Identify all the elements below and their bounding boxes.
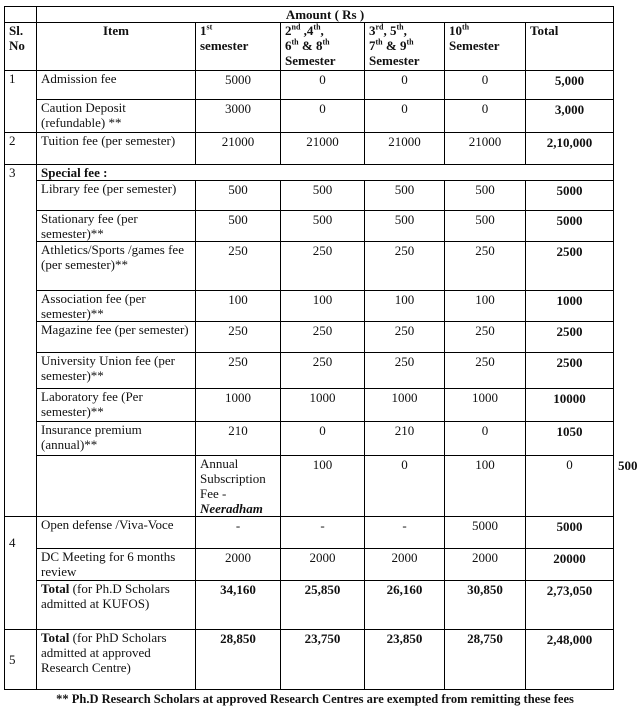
amount-cell: 2000 <box>281 549 365 581</box>
amount-cell: 5000 <box>445 517 526 549</box>
item-text: Admission fee <box>41 71 117 86</box>
amount-cell: 100 <box>281 291 365 322</box>
total-cell: 1050 <box>526 422 614 456</box>
item-cell <box>37 133 196 165</box>
item-header: Item <box>37 23 196 71</box>
fee-table <box>4 6 638 690</box>
item-text: Tuition fee (per semester) <box>41 133 176 148</box>
item-text: Magazine fee (per semester) <box>41 322 189 337</box>
table-row <box>5 549 614 581</box>
sl-no-header <box>5 23 37 71</box>
total-cell: 10000 <box>526 389 614 422</box>
total-cell: 1000 <box>526 291 614 322</box>
total-cell: 5000 <box>526 181 614 211</box>
amount-cell: - <box>196 517 281 549</box>
amount-cell: 250 <box>365 322 445 353</box>
total-header: Total <box>526 23 614 71</box>
amount-cell: 2000 <box>365 549 445 581</box>
item-cell <box>37 242 196 291</box>
item-cell <box>37 291 196 322</box>
amount-cell: 23,850 <box>365 630 445 690</box>
amount-cell: 100 <box>365 291 445 322</box>
table-row <box>5 165 614 181</box>
sl-no-cell: 3 <box>5 165 37 517</box>
amount-cell: 21000 <box>281 133 365 165</box>
amount-cell: 500 <box>365 211 445 242</box>
footnote: ** Ph.D Research Scholars at approved Research Centres are exempted from remitting these fees <box>56 692 574 706</box>
table-row <box>5 517 614 549</box>
table-row <box>5 291 614 322</box>
item-text: Athletics/Sports /games fee (per semester)** <box>41 242 184 272</box>
table-row <box>5 71 614 100</box>
total-cell: 2,10,000 <box>526 133 614 165</box>
amount-cell: 34,160 <box>196 581 281 630</box>
amount-cell: 500 <box>445 181 526 211</box>
amount-cell: 0 <box>445 71 526 100</box>
table-row <box>5 181 614 211</box>
item-cell <box>196 456 281 517</box>
amount-cell: 1000 <box>196 389 281 422</box>
amount-cell: 21000 <box>365 133 445 165</box>
sl-label: Sl. <box>9 23 24 38</box>
amount-cell: 250 <box>445 242 526 291</box>
amount-cell: 500 <box>445 211 526 242</box>
amount-cell: 25,850 <box>281 581 365 630</box>
sem10-header: 10th Semester <box>445 23 526 71</box>
item-cell <box>37 211 196 242</box>
total-cell: 2500 <box>526 353 614 389</box>
amount-cell: 23,750 <box>281 630 365 690</box>
sl-no-cell: 5 <box>5 630 37 690</box>
amount-cell: 21000 <box>445 133 526 165</box>
amount-cell: 210 <box>196 422 281 456</box>
item-cell <box>37 389 196 422</box>
amount-header: Amount ( Rs ) <box>37 7 614 23</box>
amount-cell: 100 <box>445 291 526 322</box>
amount-cell: 250 <box>196 353 281 389</box>
amount-cell: 1000 <box>445 389 526 422</box>
item-text: (for Ph.D Scholars admitted at KUFOS) <box>41 581 170 611</box>
table-row <box>5 389 614 422</box>
item-cell <box>37 630 196 690</box>
item-bold: Special fee : <box>41 165 108 180</box>
total-cell: 2500 <box>526 242 614 291</box>
amount-cell: 100 <box>196 291 281 322</box>
item-cell <box>37 549 196 581</box>
amount-cell: 21000 <box>196 133 281 165</box>
item-text: Stationary fee (per semester)** <box>41 211 138 241</box>
amount-cell: 0 <box>281 422 365 456</box>
amount-cell: 2000 <box>445 549 526 581</box>
item-text: University Union fee (per semester)** <box>41 353 175 383</box>
amount-cell: 100 <box>281 456 365 517</box>
item-cell <box>37 71 196 100</box>
sl-no-cell <box>37 456 196 517</box>
amount-cell: 500 <box>365 181 445 211</box>
amount-cell: 3000 <box>196 100 281 133</box>
item-text: Laboratory fee (Per semester)** <box>41 389 143 419</box>
item-text: Insurance premium (annual)** <box>41 422 142 452</box>
amount-cell: 500 <box>196 211 281 242</box>
amount-cell: 250 <box>196 242 281 291</box>
item-cell <box>37 353 196 389</box>
amount-cell: 250 <box>196 322 281 353</box>
item-text: Open defense /Viva-Voce <box>41 517 174 532</box>
header-blank <box>5 7 37 23</box>
sem1-header: 1st semester <box>196 23 281 71</box>
item-cell <box>37 322 196 353</box>
item-text: Association fee (per semester)** <box>41 291 146 321</box>
amount-cell: 0 <box>365 100 445 133</box>
amount-cell: 0 <box>365 456 445 517</box>
item-cell <box>37 100 196 133</box>
amount-cell: 1000 <box>365 389 445 422</box>
amount-cell: - <box>281 517 365 549</box>
amount-cell: 1000 <box>281 389 365 422</box>
amount-cell: 250 <box>365 242 445 291</box>
amount-cell: 30,850 <box>445 581 526 630</box>
item-text: Annual Subscription Fee - <box>200 456 266 501</box>
total-cell: 2,73,050 <box>526 581 614 630</box>
item-cell <box>37 422 196 456</box>
item-bold: Total <box>41 581 70 596</box>
amount-cell: 5000 <box>196 71 281 100</box>
amount-cell: 2000 <box>196 549 281 581</box>
item-text: Caution Deposit (refundable) ** <box>41 100 126 130</box>
amount-cell: 28,750 <box>445 630 526 690</box>
total-cell: 20000 <box>526 549 614 581</box>
item-cell <box>37 517 196 549</box>
amount-cell: 28,850 <box>196 630 281 690</box>
total-cell: 3,000 <box>526 100 614 133</box>
amount-cell: 0 <box>526 456 614 517</box>
table-row <box>5 422 614 456</box>
item-text: Library fee (per semester) <box>41 181 177 196</box>
table-row <box>5 630 614 690</box>
table-row <box>5 133 614 165</box>
item-cell <box>37 581 196 630</box>
table-row <box>5 322 614 353</box>
amount-cell: - <box>365 517 445 549</box>
table-row <box>5 100 614 133</box>
total-cell: 5000 <box>526 211 614 242</box>
sl-no-cell: 2 <box>5 133 37 165</box>
amount-cell: 0 <box>281 71 365 100</box>
amount-cell: 250 <box>365 353 445 389</box>
amount-cell: 0 <box>281 100 365 133</box>
amount-cell: 250 <box>281 322 365 353</box>
item-emphasis: Neeradham <box>200 501 263 516</box>
amount-cell: 500 <box>196 181 281 211</box>
table-row <box>5 353 614 389</box>
total-cell: 2,48,000 <box>526 630 614 690</box>
amount-cell: 250 <box>281 353 365 389</box>
sl-no-cell: 4 <box>5 517 37 630</box>
table-row <box>5 211 614 242</box>
amount-cell: 210 <box>365 422 445 456</box>
item-text: DC Meeting for 6 months review <box>41 549 176 579</box>
total-cell: 2500 <box>526 322 614 353</box>
amount-cell: 100 <box>445 456 526 517</box>
amount-cell: 0 <box>445 422 526 456</box>
amount-cell: 500 <box>281 181 365 211</box>
total-cell: 5,000 <box>526 71 614 100</box>
amount-cell: 0 <box>365 71 445 100</box>
amount-cell: 250 <box>281 242 365 291</box>
amount-cell: 250 <box>445 322 526 353</box>
amount-cell: 26,160 <box>365 581 445 630</box>
item-bold: Total <box>41 630 70 645</box>
no-label: No <box>9 38 25 53</box>
table-row <box>5 242 614 291</box>
item-cell <box>37 181 196 211</box>
sem-odd-header: 3rd, 5th, 7th & 9th Semester <box>365 23 445 71</box>
item-text: (for PhD Scholars admitted at approved Research Centre) <box>41 630 167 675</box>
sem-even-header: 2nd ,4th, 6th & 8th Semester <box>281 23 365 71</box>
total-cell: 5000 <box>526 517 614 549</box>
amount-cell: 500 <box>281 211 365 242</box>
table-row <box>5 581 614 630</box>
table-row: Annual Subscription Fee -Neeradham 100 0 100 0 500 <box>5 456 614 517</box>
sl-no-cell: 1 <box>5 71 37 133</box>
amount-cell: 250 <box>445 353 526 389</box>
item-cell <box>37 165 614 181</box>
amount-cell: 0 <box>445 100 526 133</box>
